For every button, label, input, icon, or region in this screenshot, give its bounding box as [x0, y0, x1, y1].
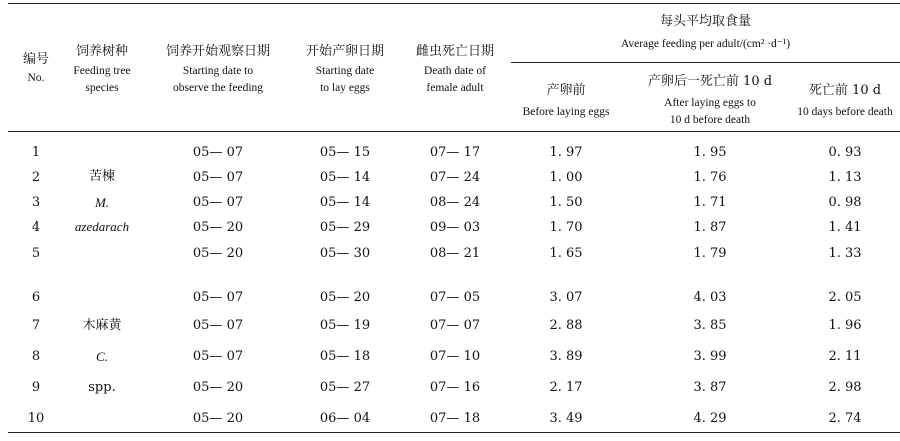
cell-start: 05— 20 [192, 246, 244, 261]
header-lay-en-2: to lay eggs [320, 82, 370, 94]
header-before-cn: 产卵前 [546, 83, 586, 98]
cell-before: 3. 89 [549, 349, 583, 364]
cell-before: 1. 70 [549, 220, 583, 235]
header-start-en-2: observe the feeding [172, 82, 264, 94]
cell-lay: 05— 19 [319, 318, 371, 333]
cell-lay: 06— 04 [319, 411, 371, 426]
cell-before: 2. 88 [549, 318, 583, 333]
cell-start: 05— 20 [192, 380, 244, 395]
species-melia-epithet: azedarach [74, 219, 130, 234]
cell-start: 05— 07 [192, 170, 244, 185]
cell-lay: 05— 15 [319, 145, 371, 160]
cell-after: 3. 87 [693, 380, 727, 395]
cell-last: 1. 41 [828, 220, 862, 235]
cell-after: 1. 87 [693, 220, 727, 235]
cell-before: 1. 65 [549, 246, 583, 261]
cell-start: 05— 07 [192, 290, 244, 305]
header-last-cn: 死亡前 10 d [808, 83, 882, 98]
cell-last: 2. 05 [828, 290, 862, 305]
header-after-en-2: 10 d before death [669, 114, 751, 126]
cell-death: 07— 05 [429, 290, 481, 305]
header-last-en: 10 days before death [797, 106, 893, 118]
cell-no: 10 [27, 411, 45, 426]
cell-before: 1. 97 [549, 145, 583, 160]
cell-start: 05— 07 [192, 349, 244, 364]
bottom-rule [8, 432, 900, 433]
cell-last: 1. 33 [828, 246, 862, 261]
cell-death: 08— 24 [429, 195, 481, 210]
cell-lay: 05— 20 [319, 290, 371, 305]
cell-after: 4. 29 [693, 411, 727, 426]
cell-lay: 05— 29 [319, 220, 371, 235]
cell-no: 1 [31, 145, 41, 160]
header-death-cn: 雌虫死亡日期 [415, 44, 494, 59]
header-before-en: Before laying eggs [522, 106, 610, 118]
cell-lay: 05— 18 [319, 349, 371, 364]
header-death-en-2: female adult [426, 82, 484, 94]
header-avg-en: Average feeding per adult/(cm² ·d⁻¹) [620, 38, 791, 50]
header-species-en-1: Feeding tree [73, 65, 131, 77]
cell-death: 07— 16 [429, 380, 481, 395]
cell-lay: 05— 27 [319, 380, 371, 395]
cell-start: 05— 07 [192, 318, 244, 333]
species-cudrania-genus: C. [96, 349, 108, 364]
species-melia-cn: 苦楝 [88, 169, 115, 184]
cell-last: 1. 13 [828, 170, 862, 185]
cell-after: 3. 99 [693, 349, 727, 364]
header-after-cn: 产卵后一死亡前 10 d [647, 74, 773, 89]
header-after-en-1: After laying eggs to [664, 97, 756, 109]
top-rule [8, 3, 900, 4]
cell-after: 1. 95 [693, 145, 727, 160]
cell-last: 0. 93 [828, 145, 862, 160]
cell-start: 05— 20 [192, 220, 244, 235]
cell-last: 2. 98 [828, 380, 862, 395]
header-start-en-1: Starting date to [182, 65, 254, 77]
cell-before: 1. 50 [549, 195, 583, 210]
cell-last: 0. 98 [828, 195, 862, 210]
cell-before: 3. 49 [549, 411, 583, 426]
header-bottom-rule [8, 131, 900, 132]
cell-lay: 05— 30 [319, 246, 371, 261]
cell-lay: 05— 14 [319, 170, 371, 185]
sub-header-rule [511, 62, 900, 63]
species-melia-genus: M. [94, 195, 110, 210]
cell-start: 05— 07 [192, 145, 244, 160]
cell-no: 6 [31, 290, 41, 305]
cell-last: 2. 11 [828, 349, 862, 364]
cell-start: 05— 20 [192, 411, 244, 426]
cell-death: 07— 10 [429, 349, 481, 364]
cell-death: 08— 21 [429, 246, 481, 261]
species-cudrania-cn: 木麻黄 [82, 318, 122, 333]
cell-no: 9 [31, 380, 41, 395]
header-death-en-1: Death date of [424, 65, 486, 77]
cell-death: 07— 07 [429, 318, 481, 333]
cell-before: 3. 07 [549, 290, 583, 305]
cell-death: 07— 18 [429, 411, 481, 426]
cell-lay: 05— 14 [319, 195, 371, 210]
header-no-cn: 编号 [22, 52, 49, 67]
cell-death: 09— 03 [429, 220, 481, 235]
cell-before: 2. 17 [549, 380, 583, 395]
cell-before: 1. 00 [549, 170, 583, 185]
cell-no: 3 [31, 195, 41, 210]
header-avg-cn: 每头平均取食量 [659, 14, 751, 29]
cell-no: 2 [31, 170, 41, 185]
cell-no: 5 [31, 246, 41, 261]
cell-last: 2. 74 [828, 411, 862, 426]
cell-after: 1. 71 [693, 195, 727, 210]
cell-no: 8 [31, 349, 41, 364]
header-lay-en-1: Starting date [315, 65, 375, 77]
cell-no: 4 [31, 220, 41, 235]
header-no-en: No. [27, 72, 45, 84]
cell-no: 7 [31, 318, 41, 333]
cell-after: 4. 03 [693, 290, 727, 305]
header-species-cn: 饲养树种 [75, 44, 128, 59]
cell-after: 3. 85 [693, 318, 727, 333]
cell-death: 07— 17 [429, 145, 481, 160]
cell-last: 1. 96 [828, 318, 862, 333]
header-lay-cn: 开始产卵日期 [305, 44, 384, 59]
species-cudrania-sp: spp. [88, 380, 116, 395]
header-start-cn: 饲养开始观察日期 [165, 44, 270, 59]
cell-start: 05— 07 [192, 195, 244, 210]
cell-death: 07— 24 [429, 170, 481, 185]
cell-after: 1. 76 [693, 170, 727, 185]
header-species-en-2: species [85, 82, 119, 94]
cell-after: 1. 79 [693, 246, 727, 261]
